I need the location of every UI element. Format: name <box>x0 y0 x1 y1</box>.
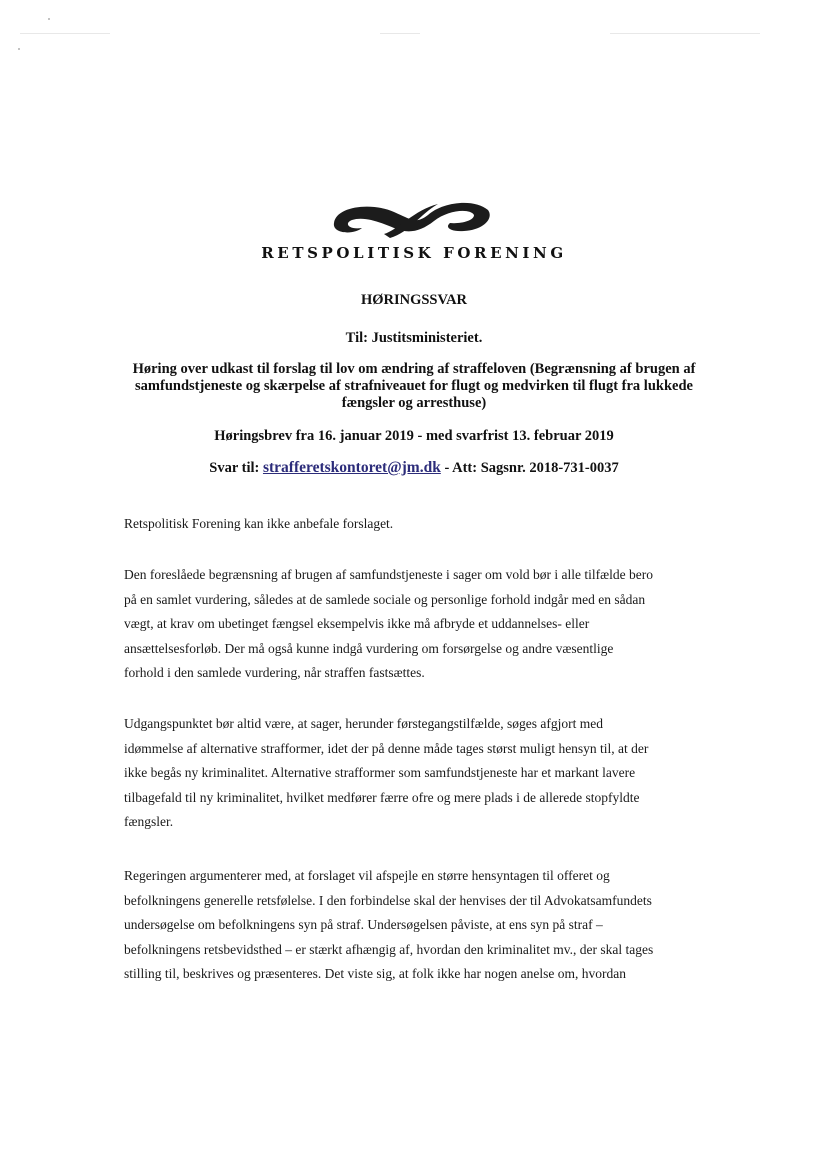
reply-email-link[interactable]: strafferetskontoret@jm.dk <box>262 459 441 476</box>
paragraph-line: på en samlet vurdering, således at de samlede sociale og personlige forhold indgår med en sådan <box>124 591 646 607</box>
subject-heading <box>100 361 728 412</box>
body-paragraph <box>124 864 690 987</box>
scan-artifact-line <box>610 33 760 34</box>
recipient-line: Til: Justitsministeriet. <box>345 330 483 346</box>
body-paragraph <box>124 712 690 835</box>
scan-speck <box>48 18 50 20</box>
scan-artifact-line <box>20 33 110 34</box>
body-paragraph <box>124 563 690 686</box>
paragraph-line: Den foreslåede begrænsning af brugen af samfundstjeneste i sager om vold bør i alle tilfælde bero <box>124 567 653 582</box>
paragraph-line: vægt, at krav om ubetinget fængsel eksempelvis ikke må afbryde et uddannelses- eller <box>124 616 590 632</box>
reply-to-line <box>100 459 728 477</box>
scan-speck <box>18 48 20 50</box>
scan-artifact-line <box>380 33 420 34</box>
infinity-swoosh-logo <box>324 190 494 246</box>
paragraph-line: befolkningens retsbevidsthed – er stærkt afhængig af, hvordan den kriminalitet mv., der skal tages <box>124 941 654 957</box>
organization-name: RETSPOLITISK FORENING <box>261 244 567 262</box>
body-paragraph <box>124 512 690 537</box>
paragraph-line: stilling til, beskrives og præsenteres. Det viste sig, at folk ikke har nogen anelse om, hvordan <box>124 966 627 982</box>
paragraph-line: idømmelse af alternative strafformer, idet der på denne måde tages størst muligt hensyn til, at der <box>124 740 649 756</box>
paragraph-line: undersøgelse om befolkningens syn på straf. Undersøgelsen påviste, at ens syn på straf – <box>124 917 603 933</box>
paragraph-line: Retspolitisk Forening kan ikke anbefale forslaget. <box>124 516 394 531</box>
paragraph-line: forhold i den samlede vurdering, når straffen fastsættes. <box>124 665 425 681</box>
consultation-letter-info: Høringsbrev fra 16. januar 2019 - med svarfrist 13. februar 2019 <box>214 428 614 444</box>
paragraph-line: ikke begås ny kriminalitet. Alternative strafformer som samfundstjeneste har et markant lavere <box>124 765 636 781</box>
paragraph-line: tilbagefald til ny kriminalitet, hvilket medfører færre ofre og mere plads i de allerede stopfyldte <box>124 789 640 805</box>
paragraph-line: ansættelsesforløb. Der må også kunne indgå vurdering om forsørgelse og andre væsentlige <box>124 640 614 656</box>
paragraph-line: Regeringen argumenterer med, at forslaget vil afspejle en større hensyntagen til offeret og <box>124 868 610 883</box>
subject-line: fængsler og arresthuse) <box>341 395 487 411</box>
paragraph-line: Udgangspunktet bør altid være, at sager, herunder førstegangstilfælde, søges afgjort med <box>124 716 603 731</box>
paragraph-line: befolkningens generelle retsfølelse. I den forbindelse skal der henvises der til Advokatsamfundets <box>124 892 652 908</box>
subject-line: Høring over udkast til forslag til lov om ændring af straffeloven (Begrænsning af brugen af <box>132 361 696 377</box>
subject-line: samfundstjeneste og skærpelse af strafniveauet for flugt og medvirken til flugt fra lukkede <box>135 378 693 394</box>
reply-case-number: - Att: Sagsnr. 2018-731-0037 <box>444 460 619 476</box>
document-title: HØRINGSSVAR <box>360 292 468 308</box>
reply-prefix: Svar til: <box>209 460 260 476</box>
paragraph-line: fængsler. <box>124 814 174 830</box>
